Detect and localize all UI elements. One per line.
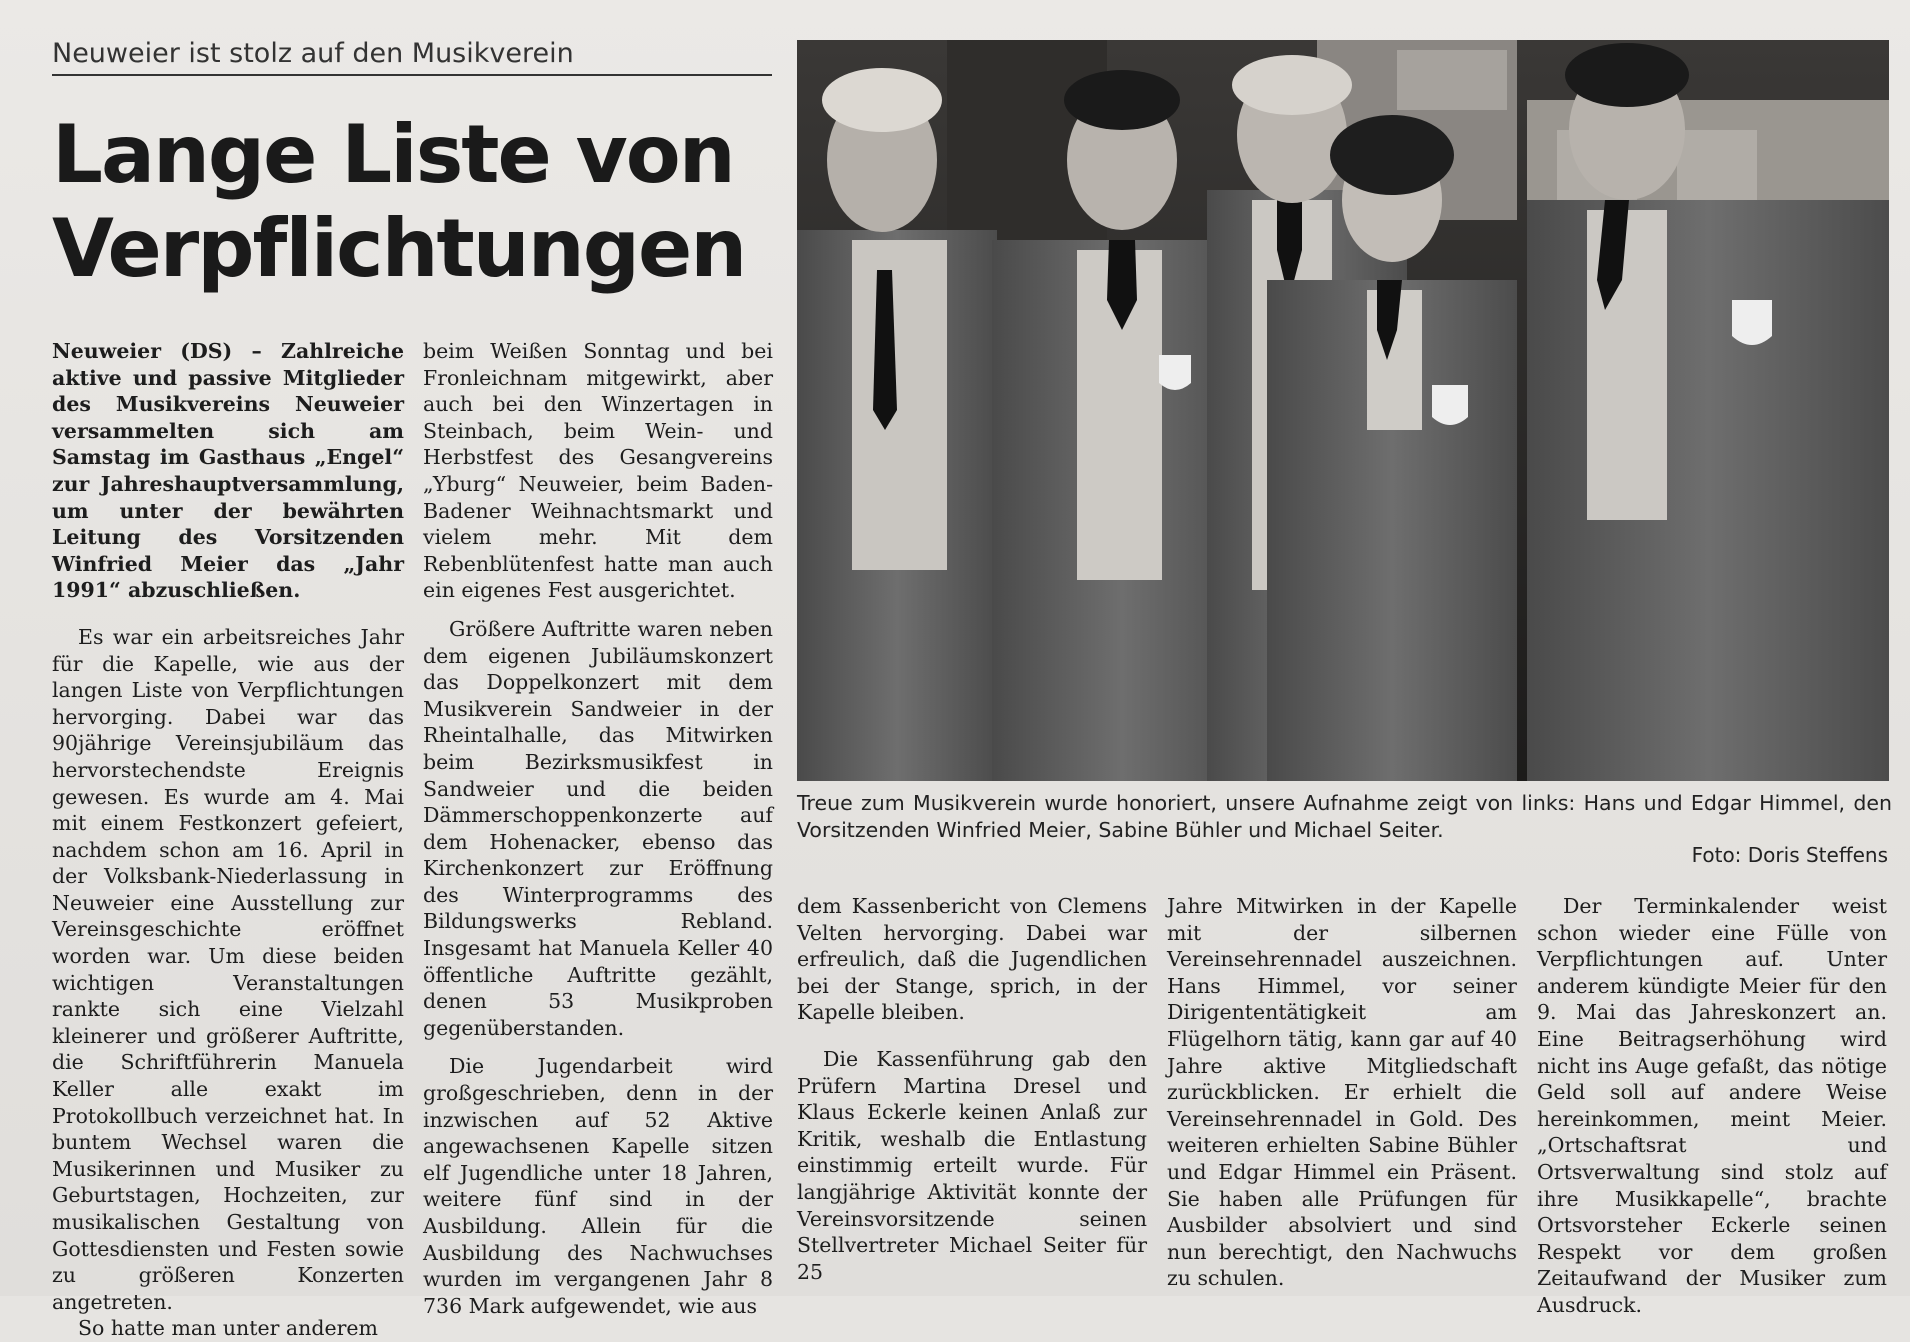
body-paragraph: Die Jugendarbeit wird großgeschrieben, denn in der inzwischen auf 52 Aktive angewachsenen Kapelle sitzen elf Jugendliche unter 18 Jahren, weitere fünf sind in der Ausbildung. Allein für die Ausbildung des Nachwuchses wurden im vergangenen Jahr 8 736 Mark aufgewendet, wie aus (423, 1054, 773, 1318)
kicker: Neuweier ist stolz auf den Musikverein (52, 38, 772, 76)
body-paragraph: Jahre Mitwirken in der Kapelle mit der silbernen Vereinsehrennadel auszeichnen. Hans Himmel, vor seiner Dirigententätigkeit am Flügelhorn tätig, kann gar auf 40 Jahre aktive Mitgliedschaft zurückblicken. Er erhielt die Vereinsehrennadel in Gold. Des weiteren erhielten Sabine Bühler und Edgar Himmel ein Präsent. Sie haben alle Prüfungen für Ausbilder absolviert und sind nun berechtigt, den Nachwuchs zu schulen. (1167, 894, 1517, 1291)
photo-illustration (797, 40, 1889, 781)
body-paragraph: dem Kassenbericht von Clemens Velten hervorging. Dabei war erfreulich, daß die Jugendlichen bei der Stange, sprich, in der Kapelle bleiben. (797, 894, 1147, 1025)
body-paragraph: Der Terminkalender weist schon wieder eine Fülle von Verpflichtungen auf. Unter anderem kündigte Meier für den 9. Mai das Jahreskonzert an. Eine Beitragserhöhung wird nicht ins Auge gefaßt, das nötige Geld soll auf andere Weise hereinkommen, meint Meier. „Ortschaftsrat und Ortsverwaltung sind stolz auf ihre Musikkapelle“, brachte Ortsvorsteher Eckerle seinen Respekt vor dem großen Zeitaufwand der Musiker zum Ausdruck. (1537, 894, 1887, 1317)
article-column-1 (52, 338, 404, 1342)
photo-caption: Treue zum Musikverein wurde honoriert, unsere Aufnahme zeigt von links: Hans und Edgar Himmel, den Vorsitzenden Winfried Meier, Sabine Bühler und Michael Seiter. (797, 791, 1892, 842)
article-column-2 (423, 338, 773, 1319)
article-column-4 (1167, 893, 1517, 1292)
group-photo (797, 40, 1889, 781)
body-paragraph: Größere Auftritte waren neben dem eigenen Jubiläumskonzert das Doppelkonzert mit dem Musikverein Sandweier in der Rheintalhalle, das Mitwirken beim Bezirksmusikfest in Sandweier und die beiden Dämmerschoppenkonzerte auf dem Hohenacker, ebenso das Kirchenkonzert zur Eröffnung des Winterprogramms des Bildungswerks Rebland. Insgesamt hat Manuela Keller 40 öffentliche Auftritte gezählt, denen 53 Musikproben gegenüberstanden. (423, 616, 773, 1040)
body-paragraph: beim Weißen Sonntag und bei Fronleichnam mitgewirkt, aber auch bei den Winzertagen in Steinbach, beim Wein- und Herbstfest des Gesangvereins „Yburg“ Neuweier, beim Baden-Badener Weihnachtsmarkt und vielem mehr. Mit dem Rebenblütenfest hatte man auch ein eigenes Fest ausgerichtet. (423, 339, 773, 603)
body-paragraph: Die Kassenführung gab den Prüfern Martina Dresel und Klaus Eckerle keinen Anlaß zur Kritik, weshalb die Entlastung einstimmig erteilt wurde. Für langjährige Aktivität konnte der Vereinsvorsitzende seinen Stellvertreter Michael Seiter für 25 (797, 1046, 1147, 1284)
body-paragraph: So hatte man unter anderem (78, 1316, 378, 1341)
photo-credit: Foto: Doris Steffens (1691, 843, 1888, 867)
article-column-3 (797, 893, 1147, 1285)
lead-paragraph: Neuweier (DS) – Zahlreiche aktive und passive Mitglieder des Musikvereins Neuweier versammelten sich am Samstag im Gasthaus „Engel“ zur Jahreshauptversammlung, um unter der bewährten Leitung des Vorsitzenden Winfried Meier das „Jahr 1991“ abzuschließen. (52, 339, 404, 603)
headline: Lange Liste von Verpflichtungen (52, 108, 746, 295)
article-column-5 (1537, 893, 1887, 1319)
body-paragraph: Es war ein arbeitsreiches Jahr für die Kapelle, wie aus der langen Liste von Verpflichtungen hervorging. Dabei war das 90jährige Vereinsjubiläum das hervorstechendste Ereignis gewesen. Es wurde am 4. Mai mit einem Festkonzert gefeiert, nachdem schon am 16. April in der Volksbank-Niederlassung in Neuweier eine Ausstellung zur Vereinsgeschichte eröffnet worden war. Um diese beiden wichtigen Veranstaltungen rankte sich eine Vielzahl kleinerer und größerer Auftritte, die Schriftführerin Manuela Keller alle exakt im Protokollbuch verzeichnet hat. In buntem Wechsel waren die Musikerinnen und Musiker zu Geburtstagen, Hochzeiten, zur musikalischen Gestaltung von Gottesdiensten und Festen sowie zu größeren Konzerten angetreten. (52, 624, 404, 1314)
